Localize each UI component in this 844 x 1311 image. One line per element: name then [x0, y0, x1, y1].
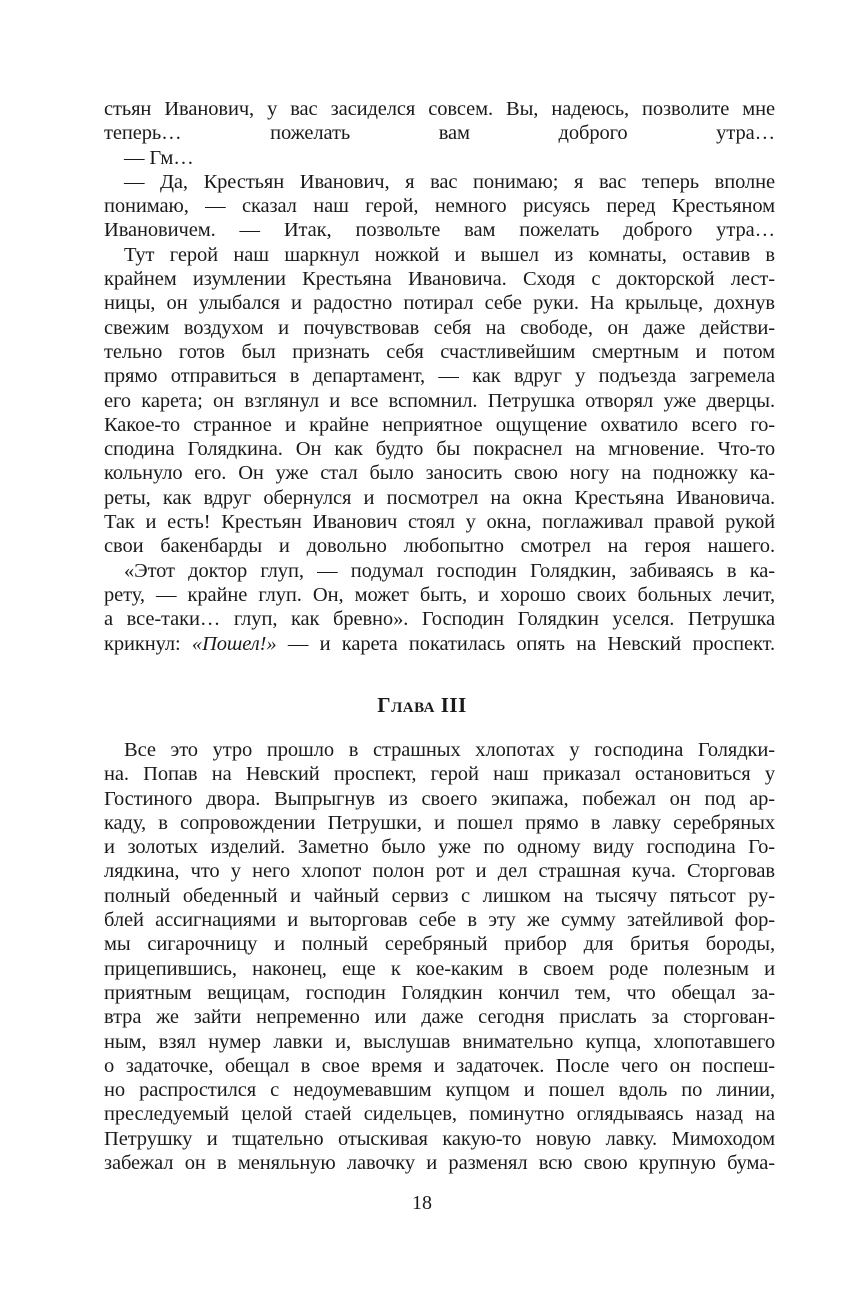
line-35: втра же зайти непременно или даже сегодня прислать за сторгован- [104, 1006, 775, 1029]
line-25: на. Попав на Невский проспект, герой наш приказал остановиться у [104, 763, 775, 786]
paragraph-4 [104, 243, 775, 559]
line-18: Так и есть! Крестьян Иванович стоял у окна, поглаживал правой рукой [104, 511, 775, 534]
line-41: забежал он в меняльную лавочку и разменял всю свою крупную бума- [104, 1152, 775, 1175]
line-36: ным, взял нумер лавки и, выслушав внимательно купца, хлопотавшего [104, 1030, 775, 1053]
line-40: Петрушку и тщательно отыскивая какую-то новую лавку. Мимоходом [104, 1127, 775, 1150]
line-12: прямо отправиться в департамент, — как вдруг у подъезда загремела [104, 365, 775, 388]
line-13: его карета; он взглянул и все вспомнил. Петрушка отворял уже дверцы. [104, 389, 775, 412]
page-number: 18 [412, 1192, 432, 1214]
line-33: прицепившись, наконец, еще к кое-каким в своем роде полезным и [104, 957, 775, 980]
line-8: крайнем изумлении Крестьяна Ивановича. Сходя с докторской лест- [104, 268, 775, 291]
line-16: кольнуло его. Он уже стал было заносить свою ногу на подножку ка- [104, 462, 775, 485]
line-5: понимаю, — сказал наш герой, немного рисуясь перед Крестьяном [104, 195, 775, 218]
line-9: ницы, он улыбался и радостно потирал себе руки. На крыльце, дохнув [104, 292, 775, 315]
line-6: Ивановичем. — Итак, позвольте вам пожелать доброго утра… [104, 219, 775, 242]
line-30: полный обеденный и чайный сервиз с лишком на тысячу пятьсот ру- [104, 884, 775, 907]
paragraph-1 [104, 97, 775, 146]
line-32: мы сигарочницу и полный серебряный прибор для бритья бороды, [104, 933, 775, 956]
line-2: теперь… пожелать вам доброго утра… [104, 122, 775, 145]
line-24: Все это утро прошло в страшных хлопотах у господина Голядки- [124, 739, 775, 761]
line-7: Тут герой наш шаркнул ножкой и вышел из комнаты, оставив в [124, 243, 775, 266]
line-1: стьян Иванович, у вас засиделся совсем. Вы, надеюсь, позволите мне [104, 98, 775, 120]
line-38: но распростился с недоумевавшим купцом и пошел вдоль по линии, [104, 1079, 775, 1102]
line-19: свои бакенбарды и довольно любопытно смотрел на героя нашего. [104, 535, 775, 558]
line-10: свежим воздухом и почувствовав себя на свободе, он даже действи- [104, 316, 775, 339]
line-4: — Да, Крестьян Иванович, я вас понимаю; я вас теперь вполне [124, 170, 775, 193]
line-11: тельно готов был признать себя счастливейшим смертным и потом [104, 340, 775, 363]
line-31: блей ассигнациями и выторговав себе в эту же сумму затейливой фор- [104, 909, 775, 932]
line-23 [104, 633, 775, 655]
paragraph-3 [104, 170, 775, 243]
paragraph-2 [104, 146, 775, 170]
text-block-bottom [104, 738, 775, 1175]
line-21: рету, — крайне глуп. Он, может быть, и хорошо своих больных лечит, [104, 583, 775, 606]
line-23-start: крикнул: [104, 632, 192, 655]
paragraph-6 [104, 738, 775, 1175]
line-22: а все-таки… глуп, как бревно». Господин Голядкин уселся. Петрушка [104, 608, 775, 631]
text-block-top [104, 97, 775, 656]
line-37: о задаточке, обещал в свое время и задаточек. После чего он поспеш- [104, 1054, 775, 1077]
line-23-end: — и карета покатилась опять на Невский проспект. [276, 632, 775, 655]
line-20: «Этот доктор глуп, — подумал господин Голядкин, забиваясь в ка- [124, 559, 775, 582]
line-26: Гостиного двора. Выпрыгнув из своего экипажа, побежал он под ар- [104, 787, 775, 810]
line-27: каду, в сопровождении Петрушки, и пошел прямо в лавку серебряных [104, 811, 775, 834]
line-28: и золотых изделий. Заметно было уже по одному виду господина Го- [104, 836, 775, 859]
chapter-heading: Глава III [377, 693, 467, 717]
line-29: лядкина, что у него хлопот полон рот и дел страшная куча. Сторговав [104, 860, 775, 883]
paragraph-5 [104, 559, 775, 656]
line-14: Какое-то странное и крайне неприятное ощущение охватило всего го- [104, 413, 775, 436]
italic-exclamation: «Пошел!» [191, 632, 277, 655]
line-17: реты, как вдруг обернулся и посмотрел на окна Крестьяна Ивановича. [104, 486, 775, 509]
line-34: приятным вещицам, господин Голядкин кончил тем, что обещал за- [104, 981, 775, 1004]
line-39: преследуемый целой стаей сидельцев, поминутно оглядываясь назад на [104, 1103, 775, 1126]
line-15: сподина Голядкина. Он как будто бы покраснел на мгновение. Что-то [104, 438, 775, 461]
line-3: — Гм… [124, 146, 194, 169]
